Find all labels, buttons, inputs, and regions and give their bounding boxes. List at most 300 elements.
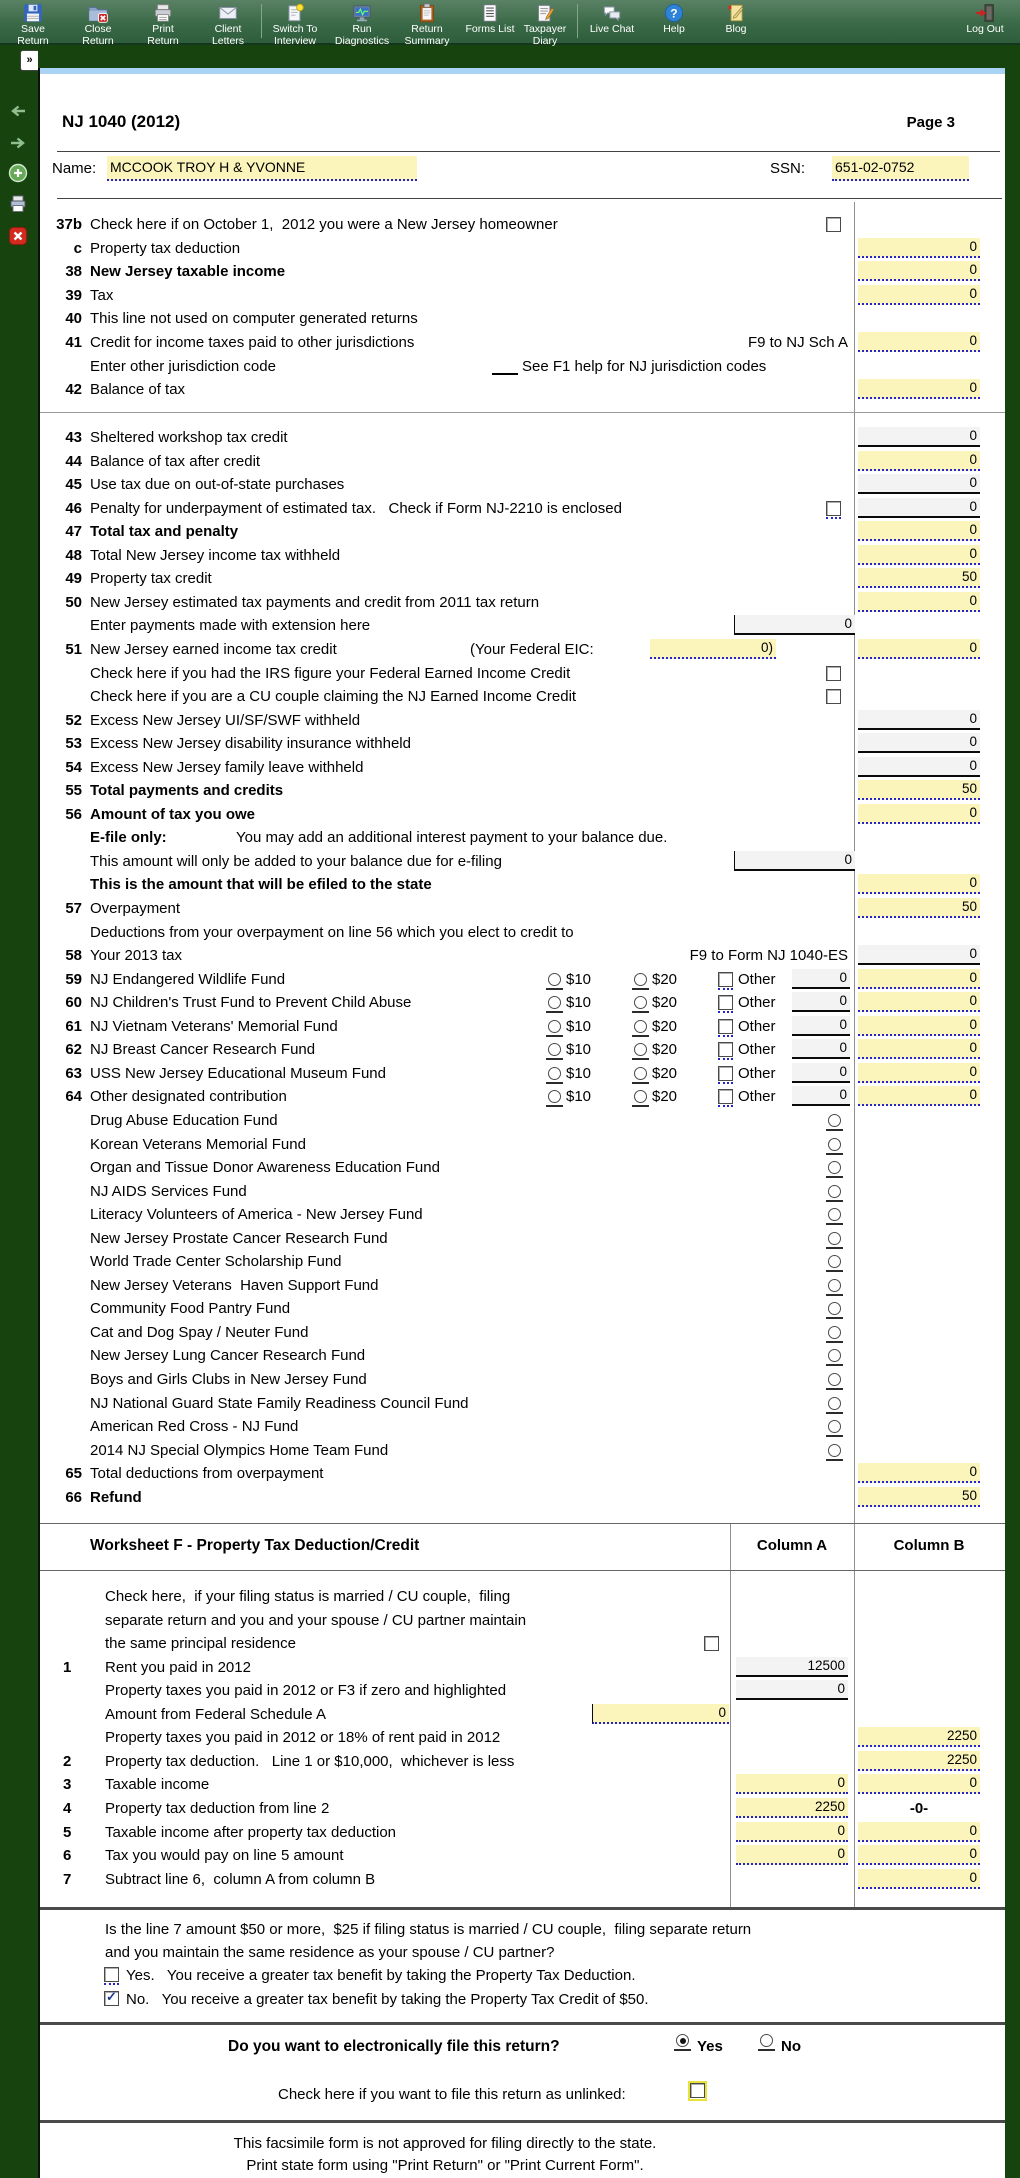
worksheet-line xyxy=(40,1705,1005,1729)
fund-radio[interactable] xyxy=(828,1161,841,1174)
line-61-other-amount-field[interactable]: 0 xyxy=(792,1016,850,1036)
ssn-field[interactable] xyxy=(832,156,969,181)
worksheet-line-number: 1 xyxy=(63,1658,72,1676)
line-61-amount-field[interactable]: 0 xyxy=(858,1016,980,1036)
fund-radio[interactable] xyxy=(828,1444,841,1457)
worksheet-line-number: 3 xyxy=(63,1776,72,1794)
line-64-amount-field[interactable]: 0 xyxy=(858,1086,980,1106)
column-b-field[interactable]: 2250 xyxy=(858,1727,980,1747)
line-60-amount-field[interactable]: 0 xyxy=(858,992,980,1012)
separator-line xyxy=(40,2120,1005,2123)
fund-radio[interactable] xyxy=(828,1114,841,1127)
decision-option-0-checkbox-wrap xyxy=(104,1967,119,1985)
efile-no-radio[interactable] xyxy=(760,2034,773,2047)
worksheet-line-label: Property tax deduction from line 2 xyxy=(105,1799,330,1817)
line-65-amount-field[interactable]: 0 xyxy=(858,1463,980,1483)
line-61-radio-10-underline xyxy=(546,1020,563,1037)
facsimile-note: This facsimile form is not approved for filing directly to the state. xyxy=(233,2135,657,2152)
line-42-amount-field[interactable]: 0 xyxy=(858,379,980,399)
line-number: 65 xyxy=(65,1465,82,1483)
line-63-amount-field[interactable]: 0 xyxy=(858,1063,980,1083)
toolbar-live-chat-button[interactable]: Live Chat xyxy=(577,1,647,42)
line-label: NJ Vietnam Veterans' Memorial Fund xyxy=(90,1017,338,1035)
fund-radio-underline xyxy=(826,1208,843,1225)
form-line xyxy=(40,664,1005,688)
fund-radio[interactable] xyxy=(828,1138,841,1151)
form-line-56 xyxy=(40,805,1005,829)
line-checkbox[interactable] xyxy=(826,689,841,704)
forms-list-icon xyxy=(479,2,501,24)
toolbar-help-button[interactable]: ? Help xyxy=(639,1,709,42)
decision-option-1-checkbox-wrap xyxy=(104,1991,119,2007)
name-label: Name: xyxy=(52,160,97,177)
form-line xyxy=(40,1441,1005,1465)
line-60-other-checkbox[interactable] xyxy=(718,995,733,1010)
fund-radio-underline xyxy=(826,1279,843,1296)
worksheet-column-b-header: Column B xyxy=(893,1537,965,1554)
sidebar-forward-arrow-button[interactable] xyxy=(7,132,29,154)
line-49-amount-field[interactable]: 50 xyxy=(858,568,980,588)
fund-radio[interactable] xyxy=(828,1255,841,1268)
other-label: Other xyxy=(738,1041,776,1059)
line-54-amount-field[interactable]: 0 xyxy=(858,757,980,777)
worksheet-line-label: Rent you paid in 2012 xyxy=(105,1658,251,1676)
worksheet-line-label: separate return and you and your spouse / CU partner maintain xyxy=(105,1611,527,1629)
inline-amount-field[interactable]: 0 xyxy=(734,615,855,635)
form-line-53 xyxy=(40,734,1005,758)
line-amount-field[interactable]: 0 xyxy=(858,874,980,894)
line-label: This amount will only be added to your balance due for e-filing xyxy=(90,852,502,870)
column-a-field[interactable]: 2250 xyxy=(736,1798,848,1818)
section-separator xyxy=(40,412,1005,413)
line-62-amount-field[interactable]: 0 xyxy=(858,1039,980,1059)
close-return-icon xyxy=(87,2,109,24)
sidebar-add-button[interactable] xyxy=(7,162,29,184)
column-a-field[interactable]: 0 xyxy=(736,1822,848,1842)
fund-radio-underline xyxy=(826,1444,843,1461)
toolbar-forms-list-button[interactable]: Forms List xyxy=(455,1,525,42)
form-line xyxy=(40,1370,1005,1394)
close-icon xyxy=(7,225,29,247)
line-label: New Jersey taxable income xyxy=(90,263,286,281)
line-64-other-amount-field[interactable]: 0 xyxy=(792,1086,850,1106)
line-label: NJ Breast Cancer Research Fund xyxy=(90,1041,316,1059)
form-line xyxy=(40,1158,1005,1182)
column-b-field[interactable]: 0 xyxy=(858,1822,980,1842)
worksheet-line xyxy=(40,1611,1005,1635)
sidebar-back-arrow-button[interactable] xyxy=(7,100,29,122)
worksheet-line-number: 4 xyxy=(63,1799,72,1817)
worksheet-residence-checkbox[interactable] xyxy=(704,1636,719,1651)
client-letters-icon xyxy=(217,2,239,24)
form-line xyxy=(40,357,1005,381)
separator-line xyxy=(40,1570,1005,1571)
panel-top-strip xyxy=(40,68,1005,74)
line-39-amount-field[interactable]: 0 xyxy=(858,285,980,305)
line7-question-text: Is the line 7 amount $50 or more, $25 if filing status is married / CU couple, filing separate return xyxy=(105,1921,752,1938)
line-60-other-amount-field[interactable]: 0 xyxy=(792,992,850,1012)
line-label: Property tax credit xyxy=(90,570,212,588)
line-63-radio-20[interactable] xyxy=(634,1067,647,1080)
line-63-other-amount-field[interactable]: 0 xyxy=(792,1063,850,1083)
line-60-other-checkbox-wrap xyxy=(718,995,733,1013)
line-64-radio-20[interactable] xyxy=(634,1090,647,1103)
form-line-50 xyxy=(40,593,1005,617)
form-line xyxy=(40,1323,1005,1347)
line-62-other-amount-field[interactable]: 0 xyxy=(792,1039,850,1059)
worksheet-line-number: 6 xyxy=(63,1847,72,1865)
line-61-radio-20[interactable] xyxy=(634,1020,647,1033)
form-line xyxy=(40,828,1005,852)
form-line-47 xyxy=(40,522,1005,546)
line-label: You may add an additional interest payment to your balance due. xyxy=(236,829,668,847)
line-number: 52 xyxy=(65,711,82,729)
unlinked-checkbox[interactable] xyxy=(690,2083,705,2098)
form-line xyxy=(40,923,1005,947)
line-52-amount-field[interactable]: 0 xyxy=(858,710,980,730)
column-b-field[interactable]: 2250 xyxy=(858,1751,980,1771)
line-number: 55 xyxy=(65,782,82,800)
line-label: NJ Children's Trust Fund to Prevent Child Abuse xyxy=(90,994,412,1012)
separator-line xyxy=(40,2022,1005,2025)
worksheet-line-label: Amount from Federal Schedule A xyxy=(105,1705,326,1723)
line-60-radio-20[interactable] xyxy=(634,996,647,1009)
fund-radio-underline xyxy=(826,1255,843,1272)
line-label: Drug Abuse Education Fund xyxy=(90,1111,278,1129)
help-icon xyxy=(663,2,685,24)
line-62-other-checkbox-wrap xyxy=(718,1042,733,1060)
eic-label: (Your Federal EIC: xyxy=(470,640,594,658)
line-label: World Trade Center Scholarship Fund xyxy=(90,1253,342,1271)
radio-10-label: $10 xyxy=(566,1064,592,1082)
line-label: Total tax and penalty xyxy=(90,523,239,541)
add-icon xyxy=(7,162,29,184)
line-37b-checkbox[interactable] xyxy=(826,217,841,232)
name-field[interactable] xyxy=(107,156,417,181)
radio-10-label: $10 xyxy=(566,1041,592,1059)
line-59-radio-10[interactable] xyxy=(548,973,561,986)
line-number: 50 xyxy=(65,593,82,611)
ssn-label: SSN: xyxy=(770,160,806,177)
line-label: Refund xyxy=(90,1488,142,1506)
form-line xyxy=(40,1205,1005,1229)
line-label: Organ and Tissue Donor Awareness Education Fund xyxy=(90,1159,440,1177)
worksheet-line-6 xyxy=(40,1846,1005,1870)
line7-question-text: and you maintain the same residence as your spouse / CU partner? xyxy=(105,1944,555,1961)
line-number: c xyxy=(73,239,82,257)
line-label: Boys and Girls Clubs in New Jersey Fund xyxy=(90,1371,367,1388)
line-label: Property tax deduction xyxy=(90,239,241,257)
fund-radio-underline xyxy=(826,1161,843,1178)
line-number: 47 xyxy=(65,523,82,541)
toolbar-return-summary-button[interactable]: Return Summary xyxy=(392,1,462,42)
column-b-field[interactable]: 0 xyxy=(858,1774,980,1794)
separator-line xyxy=(57,198,1002,199)
form-line-37b xyxy=(40,215,1005,239)
page-number: Page 3 xyxy=(906,114,955,131)
federal-eic-field[interactable]: 0) xyxy=(650,639,776,659)
line-46-amount-field[interactable]: 0 xyxy=(858,498,980,518)
column-a-field[interactable]: 0 xyxy=(736,1680,848,1700)
worksheet-residence-checkbox-wrap xyxy=(704,1636,719,1652)
line-label: Balance of tax after credit xyxy=(90,452,261,470)
line-57-amount-field[interactable]: 50 xyxy=(858,898,980,918)
line-46-checkbox[interactable] xyxy=(826,501,841,516)
line-label: Total New Jersey income tax withheld xyxy=(90,546,341,564)
line-38-amount-field[interactable]: 0 xyxy=(858,261,980,281)
line-number: 63 xyxy=(65,1064,82,1082)
fund-radio-underline xyxy=(826,1373,843,1390)
line-number: 60 xyxy=(65,994,82,1012)
form-line xyxy=(40,1135,1005,1159)
form-line-58 xyxy=(40,946,1005,970)
form-line-48 xyxy=(40,546,1005,570)
line-61-radio-10[interactable] xyxy=(548,1020,561,1033)
line-62-radio-20-underline xyxy=(632,1043,649,1060)
line-label: Total payments and credits xyxy=(90,782,284,800)
line-50-amount-field[interactable]: 0 xyxy=(858,592,980,612)
line-63-radio-20-underline xyxy=(632,1067,649,1084)
decision-option-label: No. You receive a greater tax benefit by taking the Property Tax Credit of $50. xyxy=(126,1990,649,2008)
form-line-42 xyxy=(40,380,1005,404)
jurisdiction-code-field[interactable] xyxy=(492,359,518,375)
radio-20-label: $20 xyxy=(652,1017,678,1035)
sidebar-expander-button[interactable]: » xyxy=(20,50,38,71)
line-label: Tax xyxy=(90,286,114,304)
line-label: Deductions from your overpayment on line 56 which you elect to credit to xyxy=(90,923,574,941)
toolbar-save-return-button[interactable]: Save Return xyxy=(0,1,68,42)
toolbar-print-return-button[interactable]: Print Return xyxy=(128,1,198,42)
form-line-52 xyxy=(40,711,1005,735)
form-line-54 xyxy=(40,758,1005,782)
line-number: 37b xyxy=(56,216,82,233)
line-59-other-amount-field[interactable]: 0 xyxy=(792,969,850,989)
fund-radio[interactable] xyxy=(828,1373,841,1386)
line-62-radio-10[interactable] xyxy=(548,1043,561,1056)
worksheet-line-label: Property taxes you paid in 2012 or F3 if zero and highlighted xyxy=(105,1682,507,1700)
print-icon xyxy=(7,193,29,215)
worksheet-title: Worksheet F - Property Tax Deduction/Credit xyxy=(90,1537,420,1554)
worksheet-column-a-header: Column A xyxy=(756,1537,828,1554)
radio-20-label: $20 xyxy=(652,970,678,988)
other-label: Other xyxy=(738,970,776,988)
radio-10-label: $10 xyxy=(566,1017,592,1035)
worksheet-line-1 xyxy=(40,1658,1005,1682)
line-label: Literacy Volunteers of America - New Jersey Fund xyxy=(90,1206,423,1224)
form-line-66 xyxy=(40,1488,1005,1512)
form-line xyxy=(40,1182,1005,1206)
unlinked-checkbox-wrap xyxy=(690,2083,705,2099)
decision-option-1-checkbox[interactable] xyxy=(104,1991,119,2006)
fund-radio[interactable] xyxy=(828,1326,841,1339)
radio-20-label: $20 xyxy=(652,1064,678,1082)
form-line xyxy=(40,852,1005,876)
line-66-amount-field[interactable]: 50 xyxy=(858,1487,980,1507)
radio-20-label: $20 xyxy=(652,994,678,1012)
line-64-radio-10-underline xyxy=(546,1090,563,1107)
line-label: New Jersey estimated tax payments and credit from 2011 tax return xyxy=(90,593,540,611)
line-checkbox[interactable] xyxy=(826,666,841,681)
sidebar-close-button[interactable] xyxy=(7,225,29,247)
live-chat-icon xyxy=(601,2,623,24)
line-62-radio-10-underline xyxy=(546,1043,563,1060)
line-51-amount-field[interactable]: 0 xyxy=(858,639,980,659)
form-line xyxy=(40,1417,1005,1441)
line-number: 49 xyxy=(65,570,82,588)
toolbar-run-diagnostics-button[interactable]: Run Diagnostics xyxy=(327,1,397,42)
column-a-field[interactable]: 0 xyxy=(736,1774,848,1794)
line-label: This is the amount that will be efiled to the state xyxy=(90,876,432,894)
line-number: 59 xyxy=(65,970,82,988)
form-line-49 xyxy=(40,569,1005,593)
toolbar-client-letters-button[interactable]: Client Letters xyxy=(193,1,263,42)
return-summary-icon xyxy=(416,2,438,24)
line-48-amount-field[interactable]: 0 xyxy=(858,545,980,565)
worksheet-line-label: Taxable income xyxy=(105,1776,210,1794)
forward-arrow-icon xyxy=(7,132,29,154)
toolbar-switch-to-interview-button[interactable]: Switch To Interview xyxy=(260,1,330,42)
schedule-a-amount-field[interactable]: 0 xyxy=(592,1704,729,1724)
column-a-field[interactable]: 0 xyxy=(736,1845,848,1865)
toolbar-log-out-button[interactable]: Log Out xyxy=(950,1,1020,42)
line-label: New Jersey Prostate Cancer Research Fund xyxy=(90,1229,388,1247)
worksheet-line xyxy=(40,1681,1005,1705)
worksheet-line-number: 7 xyxy=(63,1870,72,1888)
line-59-radio-20[interactable] xyxy=(634,973,647,986)
svg-text:?: ? xyxy=(670,6,678,21)
line-58-amount-field[interactable]: 0 xyxy=(858,945,980,965)
efile-yes-radio[interactable] xyxy=(676,2034,689,2047)
line-64-radio-10[interactable] xyxy=(548,1090,561,1103)
form-line-38 xyxy=(40,262,1005,286)
fund-radio-underline xyxy=(826,1138,843,1155)
line-61-other-checkbox[interactable] xyxy=(718,1019,733,1034)
line-63-other-checkbox[interactable] xyxy=(718,1066,733,1081)
line-60-radio-10-underline xyxy=(546,996,563,1013)
fund-radio-underline xyxy=(826,1185,843,1202)
line-62-radio-20[interactable] xyxy=(634,1043,647,1056)
line-label: Community Food Pantry Fund xyxy=(90,1300,291,1318)
fund-radio[interactable] xyxy=(828,1232,841,1245)
line-label: Total deductions from overpayment xyxy=(90,1465,324,1483)
line-number: 62 xyxy=(65,1041,82,1059)
line-41-amount-field[interactable]: 0 xyxy=(858,332,980,352)
line-label: USS New Jersey Educational Museum Fund xyxy=(90,1064,386,1082)
line-checkbox-wrap xyxy=(826,666,841,682)
line-43-amount-field[interactable]: 0 xyxy=(858,427,980,447)
line-label: New Jersey earned income tax credit xyxy=(90,640,337,658)
column-a-field[interactable]: 12500 xyxy=(736,1657,848,1677)
switch-to-interview-icon xyxy=(284,2,306,24)
blog-icon xyxy=(725,2,747,24)
toolbar xyxy=(0,0,1020,45)
toolbar-blog-button[interactable]: Blog xyxy=(701,1,771,42)
line-59-radio-20-underline xyxy=(632,973,649,990)
line-47-amount-field[interactable]: 0 xyxy=(858,521,980,541)
line-60-radio-10[interactable] xyxy=(548,996,561,1009)
form-line-62 xyxy=(40,1040,1005,1064)
worksheet-line-number: 2 xyxy=(63,1752,72,1770)
form-line xyxy=(40,1229,1005,1253)
column-b-field[interactable]: 0 xyxy=(858,1845,980,1865)
line-61-other-checkbox-wrap xyxy=(718,1019,733,1037)
other-label: Other xyxy=(738,1088,776,1106)
line-number: 45 xyxy=(65,476,82,494)
fund-radio[interactable] xyxy=(828,1349,841,1362)
line-label: Check here if you are a CU couple claiming the NJ Earned Income Credit xyxy=(90,688,577,706)
other-label: Other xyxy=(738,994,776,1012)
line-53-amount-field[interactable]: 0 xyxy=(858,733,980,753)
fund-radio-underline xyxy=(826,1397,843,1414)
line-label: Your 2013 tax xyxy=(90,947,183,965)
fund-radio[interactable] xyxy=(828,1397,841,1410)
fund-radio[interactable] xyxy=(828,1420,841,1433)
line-45-amount-field[interactable]: 0 xyxy=(858,474,980,494)
toolbar-taxpayer-diary-button[interactable]: Taxpayer Diary xyxy=(510,1,580,42)
decision-option-0 xyxy=(40,1966,1005,1990)
fund-radio[interactable] xyxy=(828,1302,841,1315)
line-number: 58 xyxy=(65,947,82,965)
form-line-43 xyxy=(40,428,1005,452)
line-number: 56 xyxy=(65,805,82,823)
line-55-amount-field[interactable]: 50 xyxy=(858,780,980,800)
line-number: 38 xyxy=(65,263,82,281)
fund-radio[interactable] xyxy=(828,1185,841,1198)
sidebar-print-button[interactable] xyxy=(7,193,29,215)
line-label: Excess New Jersey disability insurance withheld xyxy=(90,735,411,753)
fund-radio-underline xyxy=(826,1349,843,1366)
line-63-radio-10[interactable] xyxy=(548,1067,561,1080)
inline-amount-field[interactable]: 0 xyxy=(734,851,855,871)
line-59-other-checkbox[interactable] xyxy=(718,972,733,987)
taxpayer-diary-icon xyxy=(534,2,556,24)
line-64-radio-20-underline xyxy=(632,1090,649,1107)
line-number: 61 xyxy=(65,1017,82,1035)
line-label: Korean Veterans Memorial Fund xyxy=(90,1135,306,1153)
other-label: Other xyxy=(738,1064,776,1082)
column-b-field[interactable]: 0 xyxy=(858,1869,980,1889)
line-64-other-checkbox[interactable] xyxy=(718,1089,733,1104)
line-56-amount-field[interactable]: 0 xyxy=(858,804,980,824)
line-label: Penalty for underpayment of estimated tax. Check if Form NJ-2210 is enclosed xyxy=(90,499,622,517)
print-return-icon xyxy=(152,2,174,24)
line-62-other-checkbox[interactable] xyxy=(718,1042,733,1057)
decision-option-0-checkbox[interactable] xyxy=(104,1967,119,1982)
line-label: Overpayment xyxy=(90,900,181,917)
line-label: NJ National Guard State Family Readiness Council Fund xyxy=(90,1394,469,1412)
line-44-amount-field[interactable]: 0 xyxy=(858,451,980,471)
line-label: Credit for income taxes paid to other jurisdictions xyxy=(90,334,415,351)
separator-line xyxy=(40,1523,1005,1524)
line-64-other-checkbox-wrap xyxy=(718,1089,733,1107)
form-line xyxy=(40,875,1005,899)
form-line xyxy=(40,1346,1005,1370)
line-59-amount-field[interactable]: 0 xyxy=(858,969,980,989)
form-panel xyxy=(38,68,1005,2178)
form-line-65 xyxy=(40,1464,1005,1488)
form-line xyxy=(40,687,1005,711)
line-label: Excess New Jersey family leave withheld xyxy=(90,758,364,776)
line-number: 43 xyxy=(65,429,82,446)
form-line-c xyxy=(40,239,1005,263)
form-line-40 xyxy=(40,309,1005,333)
line-c-amount-field[interactable]: 0 xyxy=(858,238,980,258)
line-label: Other designated contribution xyxy=(90,1088,287,1106)
fund-radio[interactable] xyxy=(828,1279,841,1292)
toolbar-close-return-button[interactable]: Close Return xyxy=(63,1,133,42)
fund-radio[interactable] xyxy=(828,1208,841,1221)
worksheet-line-2 xyxy=(40,1752,1005,1776)
